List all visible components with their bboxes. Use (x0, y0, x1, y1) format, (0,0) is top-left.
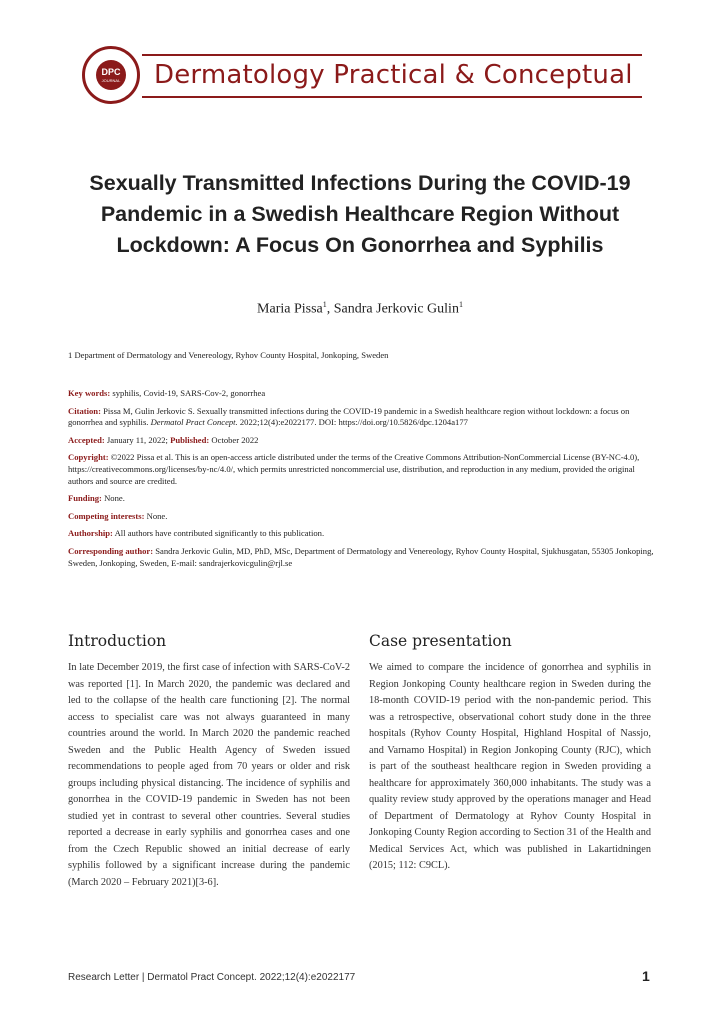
meta-journal: Dermatol Pract Concept. (150, 417, 238, 428)
funding (68, 493, 658, 505)
meta-label: Copyright: (68, 452, 109, 463)
page-footer: Research Letter | Dermatol Pract Concept. 2022;12(4):e2022177 (68, 972, 356, 983)
meta-value: syphilis, Covid-19, SARS-Cov-2, gonorrhea (112, 388, 266, 398)
corresponding-author (68, 546, 658, 569)
meta-value: ©2022 Pissa et al. This is an open-access article distributed under the terms of the Creative Commons Attribution-NonCommercial License (BY-NC-4.0), https://creativecommons.org/licenses/by-nc/4.0/, which permits unrestricted noncommercial use, distribution, and reproduction in any medium, provided the original authors and source are credited. (68, 452, 640, 486)
page-number: 1 (642, 968, 650, 984)
meta-value: All authors have contributed significantly to this publication. (114, 528, 325, 539)
meta-value: January 11, 2022; (106, 434, 168, 445)
author-name: Sandra Jerkovic Gulin (333, 301, 459, 317)
introduction-section (68, 632, 350, 891)
meta-value: Pissa M, Gulin Jerkovic S. Sexually transmitted infections during the COVID-19 pandemic in a Swedish healthcare region without lockdown: a focus on gonorrhea and syphilis. (68, 405, 630, 428)
section-heading: Case presentation (369, 632, 512, 650)
authorship (68, 528, 658, 540)
meta-label: Authorship: (68, 528, 113, 539)
affiliation: 1 Department of Dermatology and Venereology, Ryhov County Hospital, Jonkoping, Sweden (68, 350, 389, 360)
meta-label: Published: (170, 434, 210, 445)
journal-header (82, 46, 642, 108)
article-metadata (68, 388, 658, 575)
author-affil-sup: 1 (322, 300, 327, 309)
meta-value: None. (146, 510, 168, 521)
meta-label: Key words: (68, 388, 111, 398)
copyright (68, 452, 658, 487)
meta-label: Competing interests: (68, 510, 145, 521)
meta-label: Corresponding author: (68, 545, 154, 556)
header-rule-top (142, 54, 642, 56)
keywords (68, 388, 658, 400)
meta-value: Sandra Jerkovic Gulin, MD, PhD, MSc, Department of Dermatology and Venereology, Ryhov County Hospital, Sjukhusgatan, 55305 Jonkoping, Sweden, Jonkoping, Sweden, E-mail: sandrajerkovicgulin@rjl.se (68, 545, 654, 568)
author-list: Maria Pissa$^1$, Sandra Jerkovic Gulin$^1$ (257, 300, 463, 317)
logo-badge (96, 60, 126, 90)
dates (68, 435, 658, 447)
logo-sub: JOURNAL (101, 78, 121, 83)
case-presentation-section (369, 632, 651, 875)
meta-value: October 2022 (211, 434, 259, 445)
meta-label: Accepted: (68, 434, 105, 445)
meta-value: None. (104, 493, 125, 504)
competing-interests (68, 511, 658, 523)
citation (68, 406, 658, 429)
header-rule-bottom (142, 96, 642, 98)
journal-name: Dermatology Practical & Conceptual (154, 60, 633, 90)
logo-abbrev: DPC (101, 67, 121, 77)
section-body: In late December 2019, the first case of infection with SARS-CoV-2 was reported [1]. In March 2020, the pandemic was declared and led to the collapse of the health care functioning [2]. The normal access to specialist care was not always guaranteed in many countries around the world. In March 2020 the pandemic reached Sweden and the Public Health Agency of Sweden issued recommendations to people aged from 70 years or older and risk groups including physical distancing. The incidence of syphilis and gonorrhea in the COVID-19 pandemic in Sweden has not been studied yet in contrast to several other countries. Several studies reported a decrease in early syphilis and gonorrhea cases and one from the Czech Republic showed an initial decrease of early syphilis followed by a significant increase during the pandemic (March 2020 – February 2021)[3-6]. (68, 662, 350, 888)
meta-label: Citation: (68, 405, 101, 416)
journal-logo (82, 46, 140, 104)
author-name: Maria Pissa (257, 301, 323, 317)
author-affil-sup: 1 (458, 300, 463, 309)
article-title: Sexually Transmitted Infections During the COVID-19 Pandemic in a Swedish Healthcare Region Without Lockdown: A Focus On Gonorrhea and Syphilis (89, 171, 631, 257)
section-body: We aimed to compare the incidence of gonorrhea and syphilis in Region Jonkoping County healthcare region in Sweden during the 18-month COVID-19 period with the non-pandemic period. This was a retrospective, observational cohort study done in the three hospitals (Ryhov County Hospital, Highland Hospital of Nassjo, and Varnamo Hospital) in Region Jonkoping County (RJC), which is part of the southeast healthcare region in Sweden providing a healthcare for approximately 360,000 inhabitants. The study was a quality review study approved by the operations manager and Head of Department of Dermatology at Ryhov County Hospital in Jonkoping County Region according to Section 31 of the Health and Medical Services Act, which was published in Lakartidningen (2015; 112: C9CL). (369, 662, 651, 871)
meta-value: 2022;12(4):e2022177. DOI: https://doi.org/10.5826/dpc.1204a177 (239, 417, 468, 428)
section-heading: Introduction (68, 632, 167, 650)
meta-label: Funding: (68, 493, 102, 504)
